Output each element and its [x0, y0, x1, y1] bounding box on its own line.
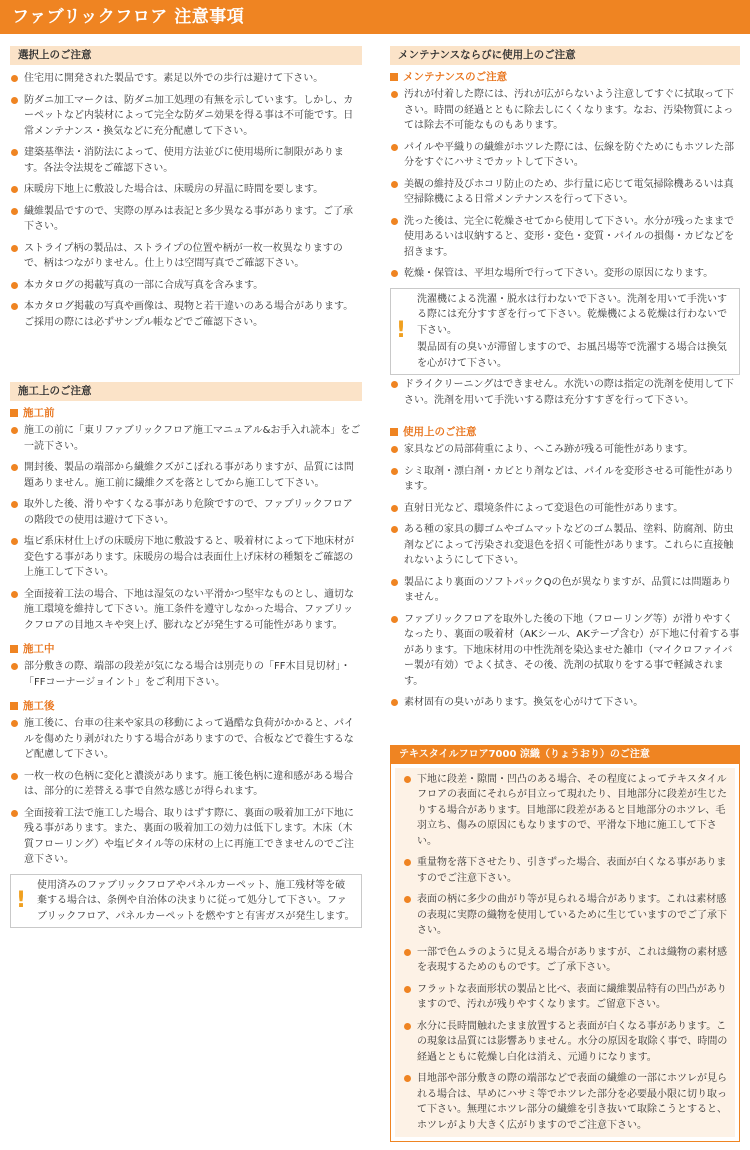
list-item: 表面の柄に多少の曲がり等が見られる場合があります。これは素材感の表現に実際の織物を使用しているために生じていますのでご了承下さい。	[403, 892, 729, 939]
list-item: 施工の前に「東リファブリックフロア施工マニュアル&お手入れ読本」をご一読下さい。	[10, 423, 362, 454]
list-item: 建築基準法・消防法によって、使用方法並びに使用場所に制限があります。各法令法規をご確認下さい。	[10, 145, 362, 176]
disposal-note: ! 使用済みのファブリックフロアやパネルカーペット、施工残材等を破棄する場合は、条例や自治体の決まりに従って処分して下さい。ファブリックフロア、パネルカーペットを燃やすと有害ガスが発生します。	[10, 874, 362, 929]
bullet-icon	[391, 144, 398, 151]
construction-heading: 施工上のご注意	[10, 382, 362, 401]
list-item: 重量物を落下させたり、引きずった場合、表面が白くなる事がありますのでご注意下さい。	[403, 855, 729, 886]
list-item: 本カタログ掲載の写真や画像は、現物と若干違いのある場合があります。ご採用の際には必ずサンプル帳などでご確認下さい。	[10, 299, 362, 330]
list-item: 家具などの局部荷重により、へこみ跡が残る可能性があります。	[390, 442, 740, 458]
textile-body	[395, 768, 735, 1138]
list-item: ある種の家具の脚ゴムやゴムマットなどのゴム製品、塗料、防腐剤、防虫剤などによって汚染され変退色を招く可能性があります。これらに直接触れないようにして下さい。	[390, 522, 740, 569]
list-item: 全面接着工法で施工した場合、取りはずす際に、裏面の吸着加工が下地に残る事があります。また、裏面の吸着加工の効力は低下します。木床（木質フローリング）や塩ビタイル等の床材の上に再施工できませんのでご注意下さい。	[10, 806, 362, 868]
bullet-icon	[11, 720, 18, 727]
list-item: 住宅用に開発された製品です。素足以外での歩行は避けて下さい。	[10, 71, 362, 87]
list-item: 開封後、製品の端部から繊維クズがこぼれる事がありますが、品質には問題ありません。施工前に繊維クズを落としてから施工して下さい。	[10, 460, 362, 491]
bullet-icon	[11, 427, 18, 434]
list-item: シミ取剤・漂白剤・カビとり剤などは、パイルを変形させる可能性があります。	[390, 464, 740, 495]
bullet-icon	[391, 270, 398, 277]
bullet-icon	[391, 181, 398, 188]
bullet-icon	[11, 282, 18, 289]
list-item: 施工後に、台車の往来や家具の移動によって過酷な負荷がかかると、パイルを傷めたり剥がれたりする場合がありますので、合板などで養生するなど配慮して下さい。	[10, 716, 362, 763]
after-list	[10, 716, 362, 868]
bullet-icon	[11, 245, 18, 252]
usage-list	[390, 442, 740, 711]
subheading-during: 施工中	[10, 641, 362, 657]
square-icon	[10, 409, 18, 417]
right-column	[390, 46, 740, 1142]
list-item: 取外した後、滑りやすくなる事があり危険ですので、ファブリックフロアの階段での使用は避けて下さい。	[10, 497, 362, 528]
selection-heading: 選択上のご注意	[10, 46, 362, 65]
subheading-before: 施工前	[10, 405, 362, 421]
bullet-icon	[404, 1023, 411, 1030]
textile-heading: テキスタイルフロア7000 涼織（りょうおり）のご注意	[391, 746, 739, 764]
list-item: 目地部や部分敷きの際の端部などで表面の繊維の一部にホツレが見られる場合は、早めにハサミ等でホツレた部分を必要最小限に切り取って下さい。無理にホツレ部分の繊維を引き抜いて取除こうとすると、ホツレがより大きく広がりますのでご注意下さい。	[403, 1071, 729, 1133]
page-title: ファブリックフロア 注意事項	[0, 0, 750, 34]
list-item: 乾燥・保管は、平坦な場所で行って下さい。変形の原因になります。	[390, 266, 740, 282]
bullet-icon	[391, 468, 398, 475]
list-item: 水分に長時間触れたまま放置すると表面が白くなる事があります。この現象は品質には影響ありません。水分の原因を取除く事で、時間の経過とともに乾燥し白化は消え、元通りになります。	[403, 1019, 729, 1066]
list-item: 洗った後は、完全に乾燥させてから使用して下さい。水分が残ったままで使用あるいは収納すると、変形・変色・変質・パイルの損傷・カビなどを招きます。	[390, 214, 740, 261]
list-item: 防ダニ加工マークは、防ダニ加工処理の有無を示しています。しかし、カーペットなど内装材によって完全な防ダニ効果を得る事は不可能です。日常メンテナンス・換気などに充分配慮して下さい。	[10, 93, 362, 140]
list-item: 素材固有の臭いがあります。換気を心がけて下さい。	[390, 695, 740, 711]
subheading-care: メンテナンスのご注意	[390, 69, 740, 85]
textile-list	[403, 772, 729, 1134]
care-list-after-note	[390, 377, 740, 408]
bullet-icon	[391, 218, 398, 225]
list-item: ドライクリーニングはできません。水洗いの際は指定の洗剤を使用して下さい。洗剤を用いて手洗いする際は充分すすぎを行って下さい。	[390, 377, 740, 408]
list-item: 繊維製品ですので、実際の厚みは表記と多少異なる事があります。ご了承下さい。	[10, 204, 362, 235]
list-item: 一部で色ムラのように見える場合がありますが、これは織物の素材感を表現するためのものです。ご了承下さい。	[403, 945, 729, 976]
care-list	[390, 87, 740, 282]
bullet-icon	[391, 91, 398, 98]
list-item: 製品により裏面のソフトパックQの色が異なりますが、品質には問題ありません。	[390, 575, 740, 606]
bullet-icon	[11, 303, 18, 310]
bullet-icon	[404, 776, 411, 783]
bullet-icon	[11, 810, 18, 817]
bullet-icon	[391, 526, 398, 533]
exclamation-icon: !	[16, 887, 27, 913]
selection-list	[10, 71, 362, 330]
bullet-icon	[391, 579, 398, 586]
bullet-icon	[11, 149, 18, 156]
list-item: 部分敷きの際、端部の段差が気になる場合は別売りの「FF木目見切材」・「FFコーナージョイント」をご利用下さい。	[10, 659, 362, 690]
bullet-icon	[11, 501, 18, 508]
list-item: 全面接着工法の場合、下地は湿気のない平滑かつ堅牢なものとし、適切な施工環境を維持して下さい。施工条件を遵守しなかった場合、ファブリックフロアの目地スキや突上げ、膨れなどが発生する可能性があります。	[10, 587, 362, 634]
list-item: 一枚一枚の色柄に変化と濃淡があります。施工後色柄に違和感がある場合は、部分的に差替える事で自然な感じが得られます。	[10, 769, 362, 800]
square-icon	[390, 428, 398, 436]
list-item: 本カタログの掲載写真の一部に合成写真を含みます。	[10, 278, 362, 294]
list-item: 汚れが付着した際には、汚れが広がらないよう注意してすぐに拭取って下さい。時間の経過とともに除去しにくくなります。なお、汚染物質によっては除去不可能なものもあります。	[390, 87, 740, 134]
list-item: パイルや平織りの繊維がホツレた際には、伝線を防ぐためにもホツレた部分をすぐにハサミでカットして下さい。	[390, 140, 740, 171]
list-item: 直射日光など、環境条件によって変退色の可能性があります。	[390, 501, 740, 517]
bullet-icon	[391, 505, 398, 512]
bullet-icon	[11, 75, 18, 82]
bullet-icon	[391, 381, 398, 388]
bullet-icon	[11, 773, 18, 780]
bullet-icon	[404, 859, 411, 866]
exclamation-icon: !	[396, 318, 407, 344]
before-list	[10, 423, 362, 633]
during-list	[10, 659, 362, 690]
left-column	[10, 46, 362, 928]
list-item: 塩ビ系床材仕上げの床暖房下地に敷設すると、吸着材によって下地床材が変色する事があります。床暖房の場合は表面仕上げ床材の種類をご確認の上施工して下さい。	[10, 534, 362, 581]
bullet-icon	[404, 986, 411, 993]
bullet-icon	[391, 699, 398, 706]
list-item: 床暖房下地上に敷設した場合は、床暖房の昇温に時間を要します。	[10, 182, 362, 198]
bullet-icon	[391, 616, 398, 623]
square-icon	[10, 702, 18, 710]
bullet-icon	[391, 446, 398, 453]
bullet-icon	[11, 591, 18, 598]
list-item: ファブリックフロアを取外した後の下地（フローリング等）が滑りやすくなったり、裏面の吸着材（AKシール、AKテープ含む）が下地に付着する事があります。下地床材用の中性洗剤を染込ませた雑巾（マイクロファイバー製が有効）でよく拭き、その後、洗剤の拭取りをする事で軽減されます。	[390, 612, 740, 690]
bullet-icon	[11, 464, 18, 471]
list-item: ストライプ柄の製品は、ストライプの位置や柄が一枚一枚異なりますので、柄はつながりません。仕上りは空間写真でご確認下さい。	[10, 241, 362, 272]
bullet-icon	[404, 1075, 411, 1082]
list-item: フラットな表面形状の製品と比べ、表面に繊維製品特有の凹凸がありますので、汚れが残りやすくなります。ご留意下さい。	[403, 982, 729, 1013]
square-icon	[390, 73, 398, 81]
list-item: 美観の維持及びホコリ防止のため、歩行量に応じて電気掃除機あるいは真空掃除機による日常メンテナンスを行って下さい。	[390, 177, 740, 208]
bullet-icon	[11, 208, 18, 215]
square-icon	[10, 645, 18, 653]
maintenance-heading: メンテナンスならびに使用上のご注意	[390, 46, 740, 65]
subheading-usage: 使用上のご注意	[390, 424, 740, 440]
textile-notice-box	[390, 745, 740, 1143]
bullet-icon	[404, 949, 411, 956]
bullet-icon	[11, 186, 18, 193]
washing-note: ! 洗濯機による洗濯・脱水は行わないで下さい。洗剤を用いて手洗いする際には充分すすぎを行って下さい。乾燥機による乾燥は行わないで下さい。 製品固有の臭いが滞留しますので、お風呂場等で洗濯する場合は換気を心がけて下さい。	[390, 288, 740, 376]
bullet-icon	[11, 538, 18, 545]
bullet-icon	[11, 663, 18, 670]
bullet-icon	[11, 97, 18, 104]
subheading-after: 施工後	[10, 698, 362, 714]
bullet-icon	[404, 896, 411, 903]
list-item: 下地に段差・隙間・凹凸のある場合、その程度によってテキスタイルフロアの表面にそれらが目立って現れたり、目地部分に段差が生じたりする場合があります。目地部に段差があると目地部分のホツレ、毛羽立ち、傷みの原因にもなりますので、平滑な下地に施工して下さい。	[403, 772, 729, 850]
